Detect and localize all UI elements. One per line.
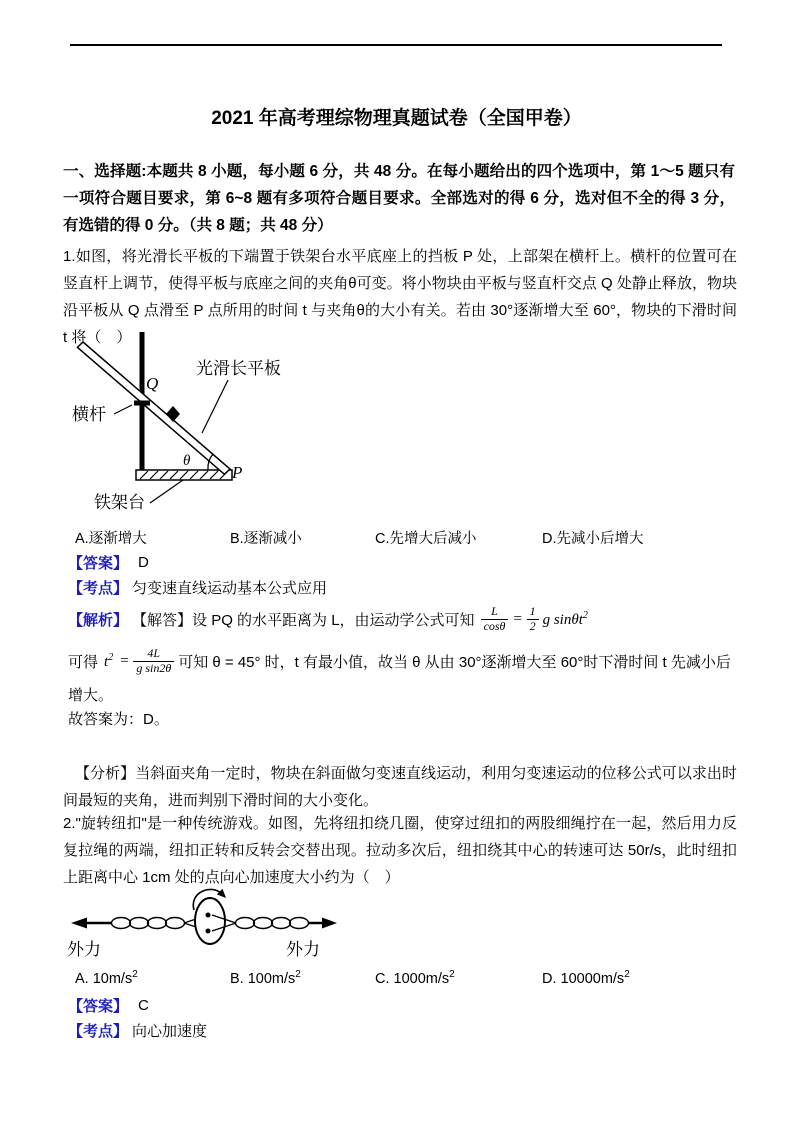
question-1-continuation: 增大。 bbox=[68, 687, 114, 704]
option-c: C.先增大后减小 bbox=[375, 531, 477, 547]
question-2-options bbox=[0, 969, 793, 991]
answer-label: 【答案】 bbox=[68, 998, 129, 1015]
question-1-derivation-line bbox=[68, 642, 731, 680]
stand-label: 铁架台 bbox=[94, 493, 145, 512]
section-intro: 一、选择题:本题共 8 小题，每小题 6 分，共 48 分。在每小题给出的四个选项中，第 1～5 题只有一项符合题目要求，第 6~8 题有多项符合题目要求。全部选对的得 6 分，选对但不全的得 3 分，有选错的得 0 分。（共 8 题；共 48 分） bbox=[63, 163, 735, 234]
answer-value: D bbox=[138, 554, 149, 571]
answer-label: 【答案】 bbox=[68, 555, 129, 572]
t-squared: $t^2$ bbox=[104, 651, 114, 670]
solve-label: 【解答】 bbox=[132, 611, 193, 629]
force-right-label: 外力 bbox=[286, 940, 320, 959]
question-1-conclusion: 故答案为：D。 bbox=[68, 711, 169, 728]
concept-text: 向心加速度 bbox=[132, 1023, 208, 1040]
crossbar-label: 横杆 bbox=[72, 405, 106, 424]
question-2-figure bbox=[62, 884, 362, 962]
plank-leader-line bbox=[202, 380, 228, 433]
page-title: 2021 年高考理综物理真题试卷（全国甲卷） bbox=[211, 108, 582, 129]
question-2-concept-line bbox=[68, 1020, 207, 1041]
point-p-label: P bbox=[232, 463, 243, 482]
theta-label: θ bbox=[183, 453, 191, 469]
force-left-label: 外力 bbox=[67, 940, 101, 959]
fraction-one-half: $\frac{1}{2}$ bbox=[527, 605, 539, 634]
fraction-4l: $\frac{4L}{\text{g sin2θ}}$ bbox=[133, 647, 174, 676]
right-twisted-string bbox=[212, 915, 309, 931]
plank-label: 光滑长平板 bbox=[196, 359, 281, 378]
header-rule bbox=[70, 44, 722, 46]
option-d: D.先减小后增大 bbox=[542, 531, 644, 547]
left-twisted-string bbox=[112, 915, 209, 931]
question-1-concept-line bbox=[68, 577, 327, 598]
answer-value: C bbox=[138, 997, 149, 1014]
option-b: B. $100m/s^2$ bbox=[230, 969, 301, 987]
question-2-answer-line bbox=[68, 995, 149, 1016]
concept-label: 【考点】 bbox=[68, 1023, 129, 1040]
option-a: A.逐渐增大 bbox=[75, 531, 147, 547]
note-label: 【分析】 bbox=[75, 765, 136, 782]
analysis-label: 【解析】 bbox=[68, 611, 129, 629]
question-1-answer-line bbox=[68, 552, 149, 573]
question-1-stem: 1.如图，将光滑长平板的下端置于铁架台水平底座上的挡板 P 处，上部架在横杆上。横杆的位置可在竖直杆上调节，使得平板与底座之间的夹角θ可变。将小物块由平板与竖直杆交点 Q 处静止释放，物块沿平板从 Q 点滑至 P 点所用的时间 t 与夹角θ的大小有关。若由 30°逐渐增大至 60°，物块的下滑时间 t 将（ ） bbox=[63, 248, 737, 346]
question-1-analysis-note bbox=[63, 760, 737, 814]
fraction-l-over-cos: $\frac{L}{\cos\theta}$ bbox=[481, 605, 509, 634]
option-c: C. $1000m/s^2$ bbox=[375, 969, 455, 987]
option-b: B.逐渐减小 bbox=[230, 531, 302, 547]
question-1-options bbox=[0, 527, 793, 549]
crossbar-leader-line bbox=[114, 405, 132, 414]
question-1-figure bbox=[70, 330, 320, 512]
equals-sign: = bbox=[119, 652, 130, 669]
stand-leader-line bbox=[150, 480, 183, 503]
concept-text: 匀变速直线运动基本公式应用 bbox=[132, 580, 328, 597]
question-1-solution-line bbox=[68, 600, 588, 638]
equals-sign: = bbox=[512, 610, 523, 627]
option-d: D. $10000m/s^2$ bbox=[542, 969, 630, 987]
derive-pre: 可得 bbox=[68, 653, 99, 671]
right-force-arrow bbox=[308, 918, 337, 929]
derive-post: 可知 θ = 45° 时，t 有最小值，故当 θ 从由 30°逐渐增大至 60°时下滑时间 t 先减小后 bbox=[178, 653, 731, 671]
point-q-label: Q bbox=[146, 374, 159, 393]
solve-text: 设 PQ 的水平距离为 L，由运动学公式可知 bbox=[192, 611, 475, 629]
formula-tail: g sinθt$^2$ bbox=[542, 609, 588, 628]
note-text: 当斜面夹角一定时，物块在斜面做匀变速直线运动，利用匀变速运动的位移公式可以求出时间最短的夹角，进而判别下滑时间的大小变化。 bbox=[63, 765, 737, 809]
left-force-arrow bbox=[71, 918, 112, 929]
question-2-stem: 2."旋转纽扣"是一种传统游戏。如图，先将纽扣绕几圈，使穿过纽扣的两股细绳拧在一起，然后用力反复拉绳的两端，纽扣正转和反转会交替出现。拉动多次后，纽扣绕其中心的转速可达 50r/s，此时纽扣上距离中心 1cm 处的点向心加速度大小约为（ ） bbox=[63, 815, 737, 886]
stand-base bbox=[136, 470, 232, 480]
concept-label: 【考点】 bbox=[68, 580, 129, 597]
option-a: A. $10m/s^2$ bbox=[75, 969, 138, 987]
button bbox=[195, 898, 225, 944]
